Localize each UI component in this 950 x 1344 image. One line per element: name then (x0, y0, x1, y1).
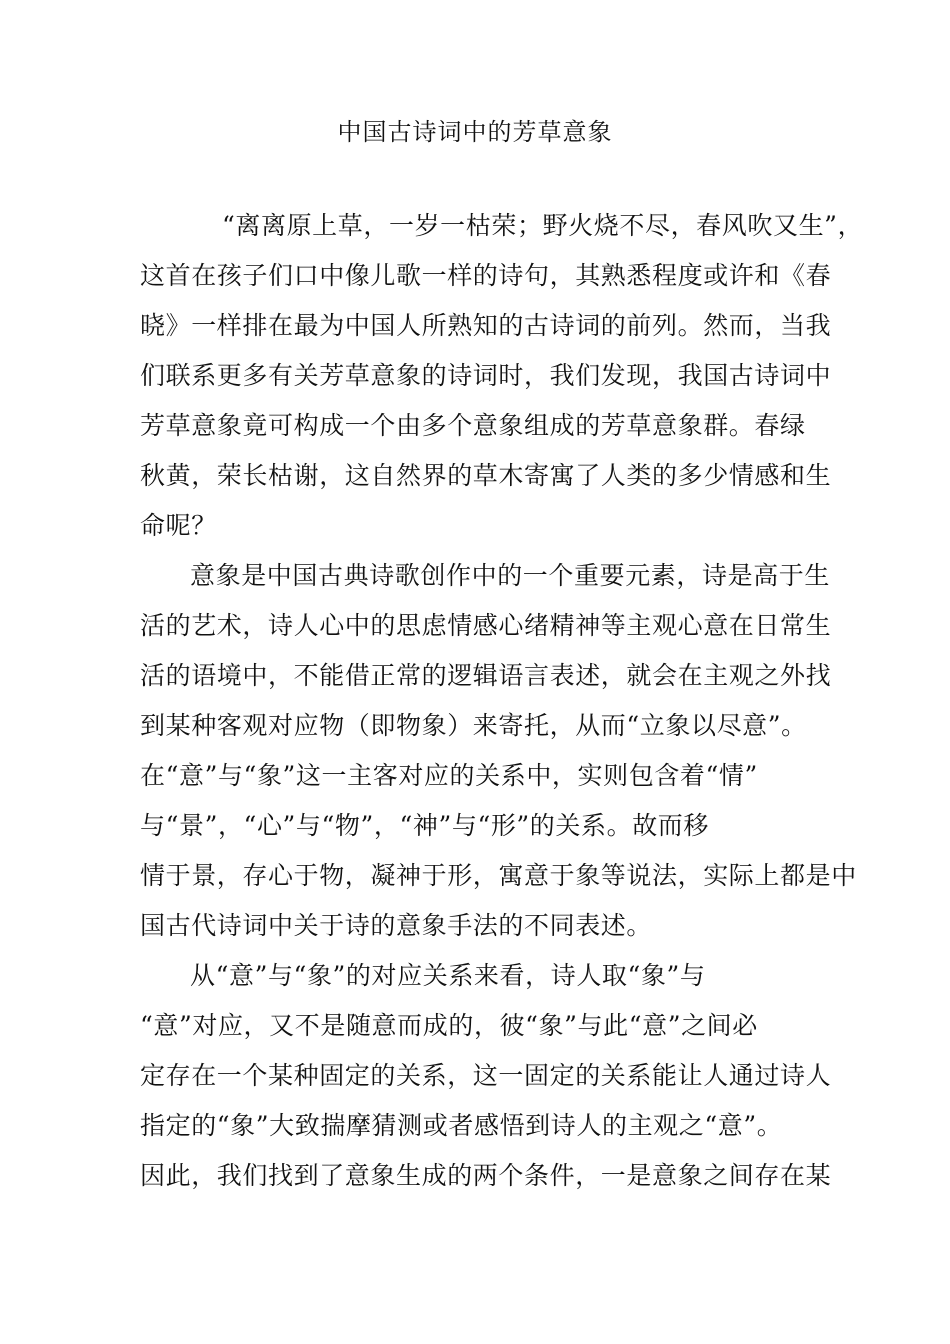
paragraph-1-line-4: 们联系更多有关芳草意象的诗词时，我们发现，我国古诗词中 (140, 361, 832, 390)
paragraph-2-line-7: 情于景，存心于物，凝神于形，寓意于象等说法，实际上都是中 (140, 861, 857, 890)
paragraph-1-line-3: 晓》一样排在最为中国人所熟知的古诗词的前列。然而，当我 (140, 311, 832, 340)
paragraph-1-line-2: 这首在孩子们口中像儿歌一样的诗句，其熟悉程度或许和《春 (140, 261, 832, 290)
paragraph-3-line-1: 从“意”与“象”的对应关系来看，诗人取“象”与 (190, 961, 706, 990)
paragraph-2-line-2: 活的艺术，诗人心中的思虑情感心绪精神等主观心意在日常生 (140, 611, 832, 640)
paragraph-2-line-6: 与“景”，“心”与“物”，“神”与“形”的关系。故而移 (140, 811, 710, 840)
paragraph-1-line-1: “离离原上草，一岁一枯荣；野火烧不尽，春风吹又生”， (222, 211, 864, 240)
paragraph-2-line-3: 活的语境中，不能借正常的逻辑语言表述，就会在主观之外找 (140, 661, 832, 690)
paragraph-3-line-3: 定存在一个某种固定的关系，这一固定的关系能让人通过诗人 (140, 1061, 832, 1090)
paragraph-1-line-7: 命呢？ (140, 511, 217, 540)
document-title: 中国古诗词中的芳草意象 (337, 118, 613, 146)
paragraph-1-line-6: 秋黄，荣长枯谢，这自然界的草木寄寓了人类的多少情感和生 (140, 461, 832, 490)
paragraph-3-line-4: 指定的“象”大致揣摩猜测或者感悟到诗人的主观之“意”。 (140, 1111, 783, 1140)
paragraph-2-line-5: 在“意”与“象”这一主客对应的关系中，实则包含着“情” (140, 761, 758, 790)
paragraph-1-line-5: 芳草意象竟可构成一个由多个意象组成的芳草意象群。春绿 (140, 411, 806, 440)
paragraph-3-line-2: “意”对应，又不是随意而成的，彼“象”与此“意”之间必 (140, 1011, 758, 1040)
paragraph-2-line-8: 国古代诗词中关于诗的意象手法的不同表述。 (140, 911, 653, 940)
paragraph-2-line-1: 意象是中国古典诗歌创作中的一个重要元素，诗是高于生 (190, 561, 831, 590)
paragraph-2-line-4: 到某种客观对应物（即物象）来寄托，从而“立象以尽意”。 (140, 711, 807, 740)
paragraph-3-line-5: 因此，我们找到了意象生成的两个条件，一是意象之间存在某 (140, 1161, 832, 1190)
